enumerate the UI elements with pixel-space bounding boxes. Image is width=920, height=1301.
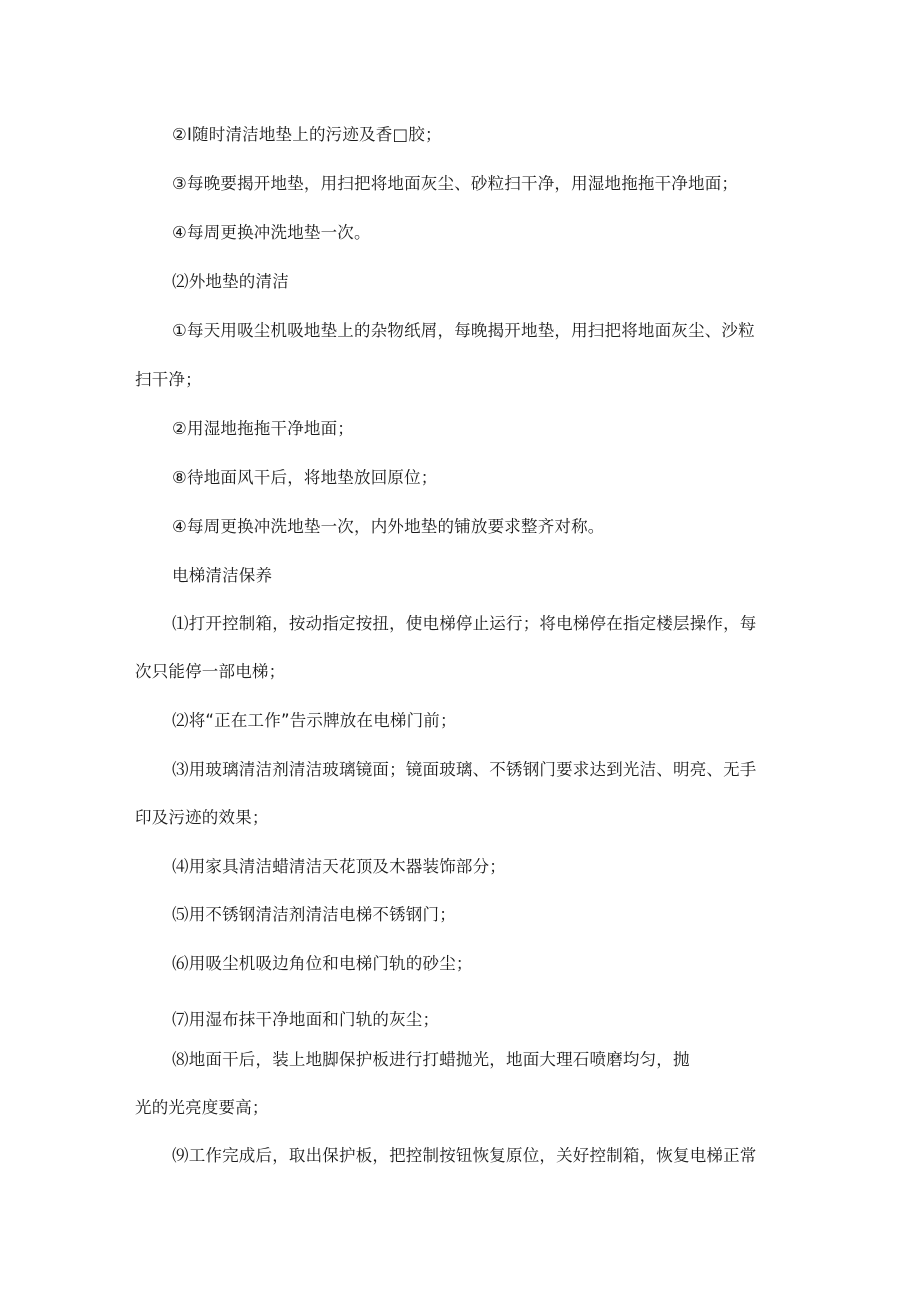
text-line-11: ⑴打开控制箱，按动指定按扭，使电梯停止运行；将电梯停在指定楼层操作，每 — [172, 614, 757, 633]
text-line-15: 印及污迹的效果； — [135, 808, 269, 827]
text-line-12: 次只能停一部电梯； — [135, 662, 286, 681]
text-line-6: 扫干净； — [135, 370, 202, 389]
text-line-5: ①每天用吸尘机吸地垫上的杂物纸屑，每晚揭开地垫，用扫把将地面灰尘、沙粒 — [172, 321, 755, 340]
section-heading-elevator: 电梯清洁保养 — [172, 566, 273, 585]
text-line-22: ⑼工作完成后，取出保护板，把控制按钮恢复原位，关好控制箱，恢复电梯正常 — [172, 1146, 757, 1165]
text-line-9: ④每周更换冲洗地垫一次，内外地垫的铺放要求整齐对称。 — [172, 517, 605, 536]
text-line-17: ⑸用不锈钢清洁剂清洁电梯不锈钢门； — [172, 905, 456, 924]
text-line-13: ⑵将“正在工作”告示牌放在电梯门前； — [172, 711, 457, 730]
section-heading: ⑵外地垫的清洁 — [172, 272, 289, 291]
text-line-3: ④每周更换冲洗地垫一次。 — [172, 223, 371, 242]
text-line-16: ⑷用家具清洁蜡清洁天花顶及木器装饰部分； — [172, 857, 506, 876]
text-line-1: ②I随时清洁地垫上的污迹及香□胶； — [172, 125, 442, 144]
text-line-21: 光的光亮度要高； — [135, 1098, 269, 1117]
text-line-18: ⑹用吸尘机吸边角位和电梯门轨的砂尘； — [172, 954, 473, 973]
text-line-20: ⑻地面干后，装上地脚保护板进行打蜡抛光，地面大理石喷磨均匀，抛 — [172, 1050, 690, 1069]
text-line-19: ⑺用湿布抹干净地面和门轨的灰尘； — [172, 1010, 440, 1029]
text-line-7: ②用湿地拖拖干净地面； — [172, 419, 354, 438]
text-line-8: ⑧待地面风干后，将地垫放回原位； — [172, 468, 438, 487]
text-line-2: ③每晚要揭开地垫，用扫把将地面灰尘、砂粒扫干净，用湿地拖拖干净地面； — [172, 174, 739, 193]
text-line-14: ⑶用玻璃清洁剂清洁玻璃镜面；镜面玻璃、不锈钢门要求达到光洁、明亮、无手 — [172, 760, 757, 779]
